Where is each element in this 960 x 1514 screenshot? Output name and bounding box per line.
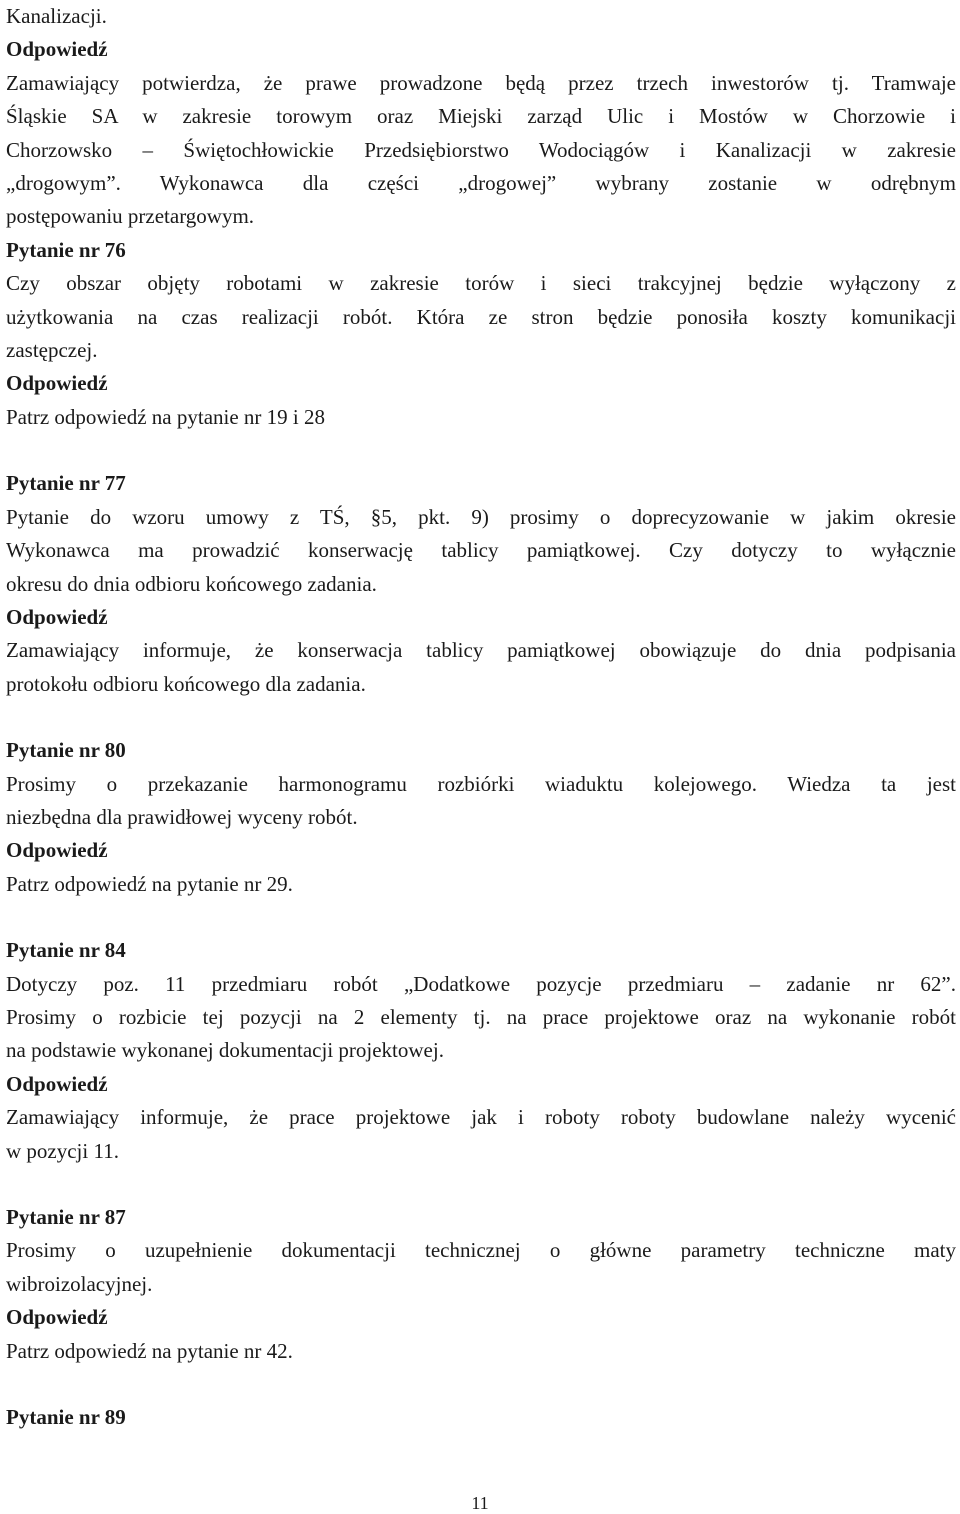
question-title: Pytanie nr 77 <box>6 471 126 496</box>
question-title: Pytanie nr 89 <box>6 1405 126 1430</box>
question-line: użytkowania na czas realizacji robót. Która ze stron będzie ponosiła koszty komunikacji <box>6 304 956 329</box>
answer-label: Odpowiedź <box>6 838 108 863</box>
spacer <box>6 1168 956 1201</box>
question-line: okresu do dnia odbioru końcowego zadania. <box>6 571 377 596</box>
page-number: 11 <box>471 1493 489 1513</box>
question-line: Wykonawca ma prowadzić konserwację tablicy pamiątkowej. Czy dotyczy to wyłącznie <box>6 538 956 563</box>
answer-label: Odpowiedź <box>6 1071 108 1096</box>
question-line: Pytanie do wzoru umowy z TŚ, §5, pkt. 9) prosimy o doprecyzowanie w jakim okresie <box>6 504 956 529</box>
question-line: Prosimy o przekazanie harmonogramu rozbiórki wiaduktu kolejowego. Wiedza ta jest <box>6 771 956 796</box>
answer-label: Odpowiedź <box>6 37 108 62</box>
answer-label: Odpowiedź <box>6 371 108 396</box>
spacer <box>6 901 956 934</box>
spacer <box>6 1368 956 1401</box>
answer-line: w pozycji 11. <box>6 1138 119 1163</box>
question-title: Pytanie nr 80 <box>6 738 126 763</box>
answer-line: Zamawiający informuje, że prace projektowe jak i roboty roboty budowlane należy wycenić <box>6 1105 956 1130</box>
answer-line: Patrz odpowiedź na pytanie nr 42. <box>6 1338 293 1363</box>
answer-line: protokołu odbioru końcowego dla zadania. <box>6 671 366 696</box>
question-line: niezbędna dla prawidłowej wyceny robót. <box>6 804 358 829</box>
question-title: Pytanie nr 87 <box>6 1205 126 1229</box>
question-line: Dotyczy poz. 11 przedmiaru robót „Dodatkowe pozycje przedmiaru – zadanie nr 62”. <box>6 971 956 996</box>
answer-line: postępowaniu przetargowym. <box>6 204 255 229</box>
document-page <box>6 0 956 1434</box>
answer-line: Patrz odpowiedź na pytanie nr 29. <box>6 871 293 896</box>
question-line: Prosimy o rozbicie tej pozycji na 2 elementy tj. na prace projektowe oraz na wykonanie robót <box>6 1004 956 1029</box>
question-line: na podstawie wykonanej dokumentacji projektowej. <box>6 1038 444 1063</box>
spacer <box>6 701 956 734</box>
answer-line: Śląskie SA w zakresie torowym oraz Miejski zarząd Ulic i Mostów w Chorzowie i <box>6 104 956 129</box>
question-line: wibroizolacyjnej. <box>6 1271 153 1296</box>
question-line: zastępczej. <box>6 338 98 363</box>
intro-text: Kanalizacji. <box>6 4 107 28</box>
question-line: Czy obszar objęty robotami w zakresie torów i sieci trakcyjnej będzie wyłączony z <box>6 271 956 296</box>
answer-label: Odpowiedź <box>6 604 108 629</box>
answer-line: Patrz odpowiedź na pytanie nr 19 i 28 <box>6 404 325 429</box>
question-title: Pytanie nr 76 <box>6 237 126 262</box>
spacer <box>6 434 956 467</box>
answer-label: Odpowiedź <box>6 1305 108 1330</box>
answer-line: Chorzowsko – Świętochłowickie Przedsiębiorstwo Wodociągów i Kanalizacji w zakresie <box>6 137 956 162</box>
answer-line: „drogowym”. Wykonawca dla części „drogowej” wybrany zostanie w odrębnym <box>6 171 956 196</box>
answer-line: Zamawiający informuje, że konserwacja tablicy pamiątkowej obowiązuje do dnia podpisania <box>6 638 956 663</box>
question-title: Pytanie nr 84 <box>6 938 126 963</box>
answer-line: Zamawiający potwierdza, że prawe prowadzone będą przez trzech inwestorów tj. Tramwaje <box>6 70 956 95</box>
question-line: Prosimy o uzupełnienie dokumentacji technicznej o główne parametry techniczne maty <box>6 1238 956 1263</box>
